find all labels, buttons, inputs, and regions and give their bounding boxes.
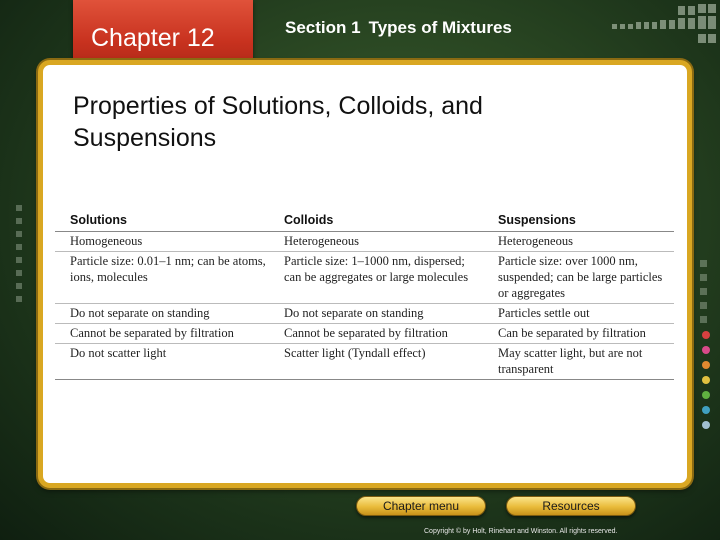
table-cell: Particle size: over 1000 nm, suspended; can be large particles or aggregates [483, 252, 674, 304]
table-cell: Can be separated by filtration [483, 324, 674, 344]
table-cell: Cannot be separated by filtration [55, 324, 269, 344]
column-header-colloids: Colloids [269, 211, 483, 232]
table-cell: Heterogeneous [269, 232, 483, 252]
table-cell: Particle size: 0.01–1 nm; can be atoms, ions, molecules [55, 252, 269, 304]
copyright-notice: Copyright © by Holt, Rinehart and Winston. All rights reserved. [424, 528, 618, 535]
table-cell: Particle size: 1–1000 nm, dispersed; can be aggregates or large molecules [269, 252, 483, 304]
table-row [55, 304, 674, 324]
chapter-menu-button[interactable]: Chapter menu [356, 496, 486, 516]
resources-button[interactable]: Resources [506, 496, 636, 516]
table-cell: Cannot be separated by filtration [269, 324, 483, 344]
table-cell: Do not separate on standing [55, 304, 269, 324]
table-cell: May scatter light, but are not transparent [483, 344, 674, 380]
section-heading [285, 18, 512, 38]
properties-table [55, 211, 674, 380]
column-header-suspensions: Suspensions [483, 211, 674, 232]
table-header-row [55, 211, 674, 232]
table-row [55, 344, 674, 380]
table-cell: Particles settle out [483, 304, 674, 324]
table-row [55, 324, 674, 344]
section-label: Section 1 [285, 18, 361, 37]
table-cell: Homogeneous [55, 232, 269, 252]
column-header-solutions: Solutions [55, 211, 269, 232]
table-cell: Do not scatter light [55, 344, 269, 380]
table-cell: Do not separate on standing [269, 304, 483, 324]
slide-title: Properties of Solutions, Colloids, and Suspensions [73, 92, 483, 152]
section-title: Types of Mixtures [368, 18, 512, 37]
chapter-label: Chapter 12 [91, 24, 215, 52]
table-cell: Scatter light (Tyndall effect) [269, 344, 483, 380]
table-row [55, 252, 674, 304]
table-row [55, 232, 674, 252]
table-cell: Heterogeneous [483, 232, 674, 252]
